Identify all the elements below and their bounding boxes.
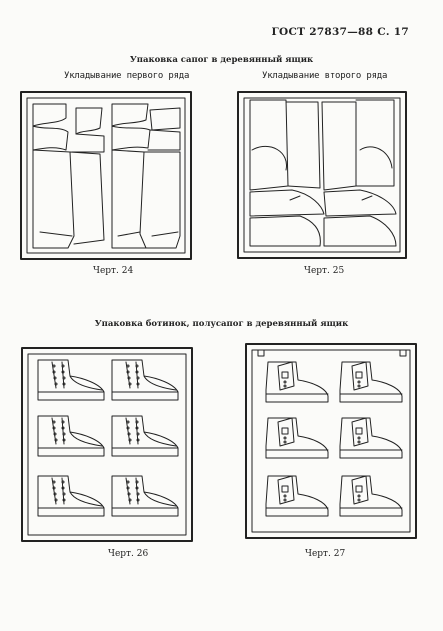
- caption-fig-27: Черт. 27: [305, 549, 346, 559]
- figure-24-crate: [21, 92, 191, 259]
- figure-27-crate: [246, 344, 416, 538]
- figure-25-crate: [238, 92, 406, 258]
- section-title-boots: Упаковка сапог в деревянный ящик: [129, 55, 314, 65]
- caption-fig-25: Черт. 25: [304, 266, 345, 276]
- section-title-shoes: Упаковка ботинок, полусапог в деревянный ящик: [94, 319, 349, 329]
- page-header: ГОСТ 27837—88 С. 17: [271, 26, 409, 38]
- caption-fig-24: Черт. 24: [93, 266, 134, 276]
- subtitle-first-row: Укладывание первого ряда: [64, 71, 190, 81]
- figure-26-crate: [22, 348, 192, 541]
- caption-fig-26: Черт. 26: [108, 549, 149, 559]
- subtitle-second-row: Укладывание второго ряда: [262, 71, 388, 81]
